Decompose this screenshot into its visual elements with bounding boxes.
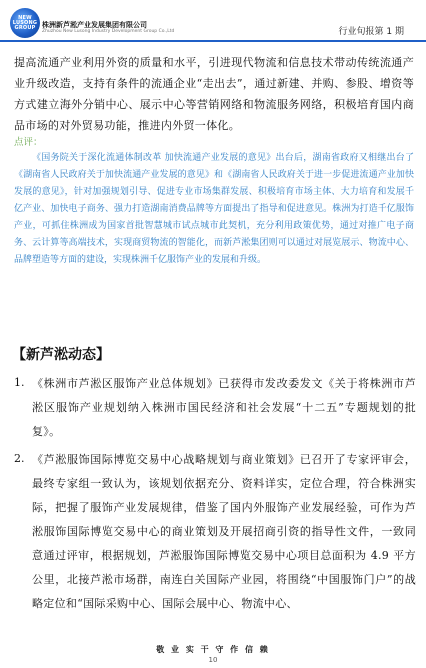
- page-header: [0, 0, 426, 46]
- main-content: [14, 52, 414, 269]
- list-item-number: 1.: [14, 376, 25, 389]
- page-footer: [0, 644, 426, 664]
- logo-text: NEW LUSONG GROUP: [12, 15, 38, 31]
- company-name-cn: 株洲新芦淞产业发展集团有限公司: [42, 21, 147, 29]
- list-item: [14, 372, 416, 444]
- list-item-number: 2.: [14, 452, 25, 465]
- company-logo: [10, 8, 40, 38]
- company-name-en: Zhuzhou New Lusong Industry Development Group Co.,Ltd: [42, 29, 175, 34]
- section-title: 【新芦淞动态】: [12, 347, 110, 363]
- comment-paragraph: [14, 150, 414, 269]
- page-number: 10: [208, 656, 218, 664]
- comment-text: 《国务院关于深化流通体制改革 加快流通产业发展的意见》出台后，湖南省政府又相继出台了《湖南省人民政府关于加快流通产业发展的意见》和《湖南省人民政府关于进一步促进流通产业加快发展的意见》，针对加强规划引导、促进专业市场集群发展、积极培育市场主体、大力培育和发展千亿产业、加快电子商务、强力打造湖南消费品牌等方面提出了指导和促进意见。株洲为打造千亿服饰产业，可抓住株洲成为国家首批智慧城市试点城市此契机，充分利用政策优势，通过对推广电子商务、云计算等高端技术，实现商贸物流的智能化，而新芦淞集团则可以通过对展览展示、物流中心、品牌塑造等方面的建设，实现株洲千亿服饰产业的发展和升级。: [14, 153, 414, 265]
- issue-label: 行业旬报第 1 期: [338, 27, 404, 37]
- footer-slogan: 敬 业 实 干 守 作 信 赖: [156, 645, 270, 654]
- list-item-text: 《株洲市芦淞区服饰产业总体规划》已获得市发改委发文《关于将株洲市芦淞区服饰产业规划纳入株洲市国民经济和社会发展“十二五”专题规划的批复》。: [32, 377, 416, 438]
- list-item-text: 《芦淞服饰国际博览交易中心战略规划与商业策划》已召开了专家评审会，最终专家组一致认为，该规划依据充分、资料详实，定位合理，符合株洲实际，把握了服饰产业发展规律，借鉴了国内外服饰产业发展经验，可作为芦淞服饰国际博览交易中心的商业策划及开展招商引资的指导性文件，一致同意通过评审，根据规划，芦淞服饰国际博览交易中心项目总面积为 4.9 平方公里，北接芦淞市场群，南连白关国际产业园，将围绕“中国服饰门户”的战略定位和“国际采购中心、国际会展中心、物流中心、: [32, 453, 416, 610]
- news-list: [14, 372, 416, 620]
- comment-label: 点评：: [14, 137, 43, 148]
- list-item: [14, 448, 416, 616]
- intro-paragraph: 提高流通产业利用外资的质量和水平，引进现代物流和信息技术带动传统流通产业升级改造，支持有条件的流通企业“走出去”，通过新建、并购、参股、增资等方式建立海外分销中心、展示中心等营销网络和物流服务网络，积极培育国内商品市场的对外贸易功能，推进内外贸一体化。: [14, 56, 414, 132]
- header-divider: [0, 40, 426, 42]
